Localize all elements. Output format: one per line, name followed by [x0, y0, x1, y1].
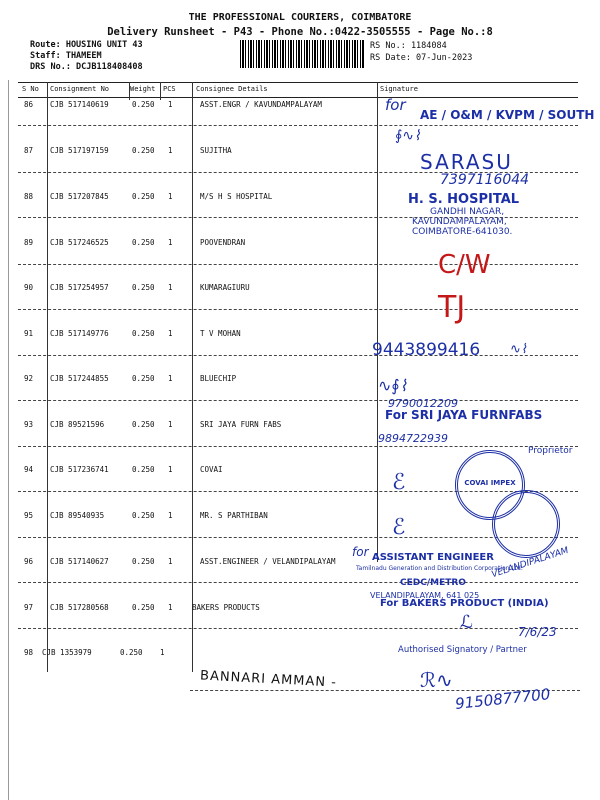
handwriting-tj: TJ [438, 290, 466, 325]
authorised-signatory: Authorised Signatory / Partner [398, 645, 527, 655]
staff-label: Staff: THAMEEM [30, 51, 102, 61]
rs-number: RS No.: 1184084 [370, 41, 447, 51]
proprietor-label: Proprietor [528, 446, 573, 456]
grid-line [47, 82, 48, 672]
grid-line [129, 82, 130, 100]
table-header [18, 82, 578, 98]
signature-1: ∮∿⌇ [395, 128, 421, 144]
col-weight: Weight [130, 85, 156, 93]
signature-3: ∿∮⌇ [378, 376, 408, 395]
runsheet-title: Delivery Runsheet - P43 - Phone No.:0422-3505555 - Page No.:8 [107, 26, 493, 38]
handwriting-phone: 9150877700 [454, 685, 552, 713]
jaya-stamp: For SRI JAYA FURNFABS [385, 408, 543, 422]
row-separator [18, 628, 578, 629]
signature-2: ∿⌇ [510, 342, 528, 357]
grid-line [192, 82, 193, 672]
company-title: THE PROFESSIONAL COURIERS, COIMBATORE [188, 12, 412, 23]
runsheet-page: THE PROFESSIONAL COURIERS, COIMBATORE Delivery Runsheet - P43 - Phone No.:0422-3505555 - Page No.:8 Route: HOUSING UNIT 43 Staff: THAMEEM DRS No.: DCJB118408408 RS No.: 1184084 RS Date: 07-Jun-2023 S No Consignment No Weight PCS Consignee Details Signature 86 CJB 517140619 0.250 1 ASST.ENGR / KAVUNDAMPALAYAM 87 CJB 517197159 0.250 1 SUJITHA 88 CJB 517207845 0.250 1 M/S H S HOSPITAL 89 CJB 517246525 0.250 1 POOVENDRAN 90 CJB 517254957 0.250 1 KUMARAGIURU 91 CJB 517149776 0.250 1 T V MOHAN 92 CJB 517244855 0.250 1 BLUECHIP 93 CJB 89521596 0.250 1 SRI JAYA FURN FABS 94 CJB 517236741 0.250 1 COVAI 95 CJB 89540935 0.250 1 MR. S PARTHIBAN 96 CJB 517140627 0.250 1 ASST.ENGINEER / VELANDIPALAYAM 97 CJB 517280568 0.250 1 BAKERS PRODUCTS 98 CJB 1353979 0.250 1 for AE / O&M / KVPM / SOUTH ∮∿⌇ SARASU 7397116044 H. S. HOSPITAL GANDHI NAGAR, KAVUNDAMPALAYAM, COIMBATORE-641030. C/W TJ 9443899416 ∿⌇ ∿∮⌇ 9790012209 For SRI JAYA FURNFABS 9894722939 Proprietor COVAI IMPEX ℰ ℰ for ASSISTANT ENGINEER Tamilnadu Generation and Distribution Corporation Ltd. CEDC/METRO VELANDIPALAYAM, 641 025 VELANDIPALAYAM For BAKERS PRODUCT (INDIA) ℒ 7/6/23 Authorised Signatory / Partner BANNARI AMMAN - ℛ∿ 9150877700 [0, 0, 600, 800]
bakers-stamp: For BAKERS PRODUCT (INDIA) [380, 598, 549, 609]
ae-stamp-cedc: CEDC/METRO [400, 578, 466, 588]
col-consignment: Consignment No [50, 85, 110, 93]
row-separator [18, 309, 578, 310]
rs-date: RS Date: 07-Jun-2023 [370, 53, 473, 63]
grid-line [160, 82, 161, 100]
handwriting-phone: 7397116044 [440, 172, 530, 188]
col-sno: S No [22, 85, 39, 93]
row-separator [18, 125, 578, 126]
ae-stamp-sub: Tamilnadu Generation and Distribution Corporation Ltd. [356, 565, 523, 572]
handwriting-date: 7/6/23 [518, 625, 557, 639]
barcode-image [240, 40, 364, 68]
col-signature: Signature [380, 85, 418, 93]
row-separator [18, 446, 578, 447]
hospital-address: GANDHI NAGAR, [430, 207, 505, 217]
ae-stamp-address: VELANDIPALAYAM, 641 025 [370, 591, 480, 600]
signature-4: ℰ [392, 470, 406, 495]
hospital-address: COIMBATORE-641030. [412, 227, 513, 237]
handwriting-cw: C/W [438, 250, 491, 280]
seal-text: COVAI IMPEX [464, 479, 516, 487]
handwriting-phone: 9894722939 [378, 432, 448, 445]
row-separator [18, 582, 578, 583]
handwriting-name: SARASU [420, 150, 513, 174]
row-separator [18, 264, 578, 265]
col-pcs: PCS [163, 85, 176, 93]
handwriting-for: for [352, 545, 369, 559]
signature-7: ℛ∿ [420, 668, 453, 692]
page-edge [0, 80, 9, 800]
handwriting-bannari: BANNARI AMMAN - [199, 668, 338, 691]
grid-line [377, 82, 378, 562]
handwriting-phone: 9790012209 [388, 397, 458, 410]
route-label: Route: HOUSING UNIT 43 [30, 40, 143, 50]
covai-seal [492, 490, 560, 558]
ae-stamp: AE / O&M / KVPM / SOUTH [420, 108, 595, 122]
handwriting-place: VELANDIPALAYAM [490, 545, 570, 581]
hospital-address: KAVUNDAMPALAYAM, [412, 217, 507, 227]
hospital-stamp: H. S. HOSPITAL [408, 192, 520, 207]
ae-stamp: ASSISTANT ENGINEER [372, 552, 494, 563]
row-separator [18, 400, 578, 401]
handwriting-for: for [385, 96, 406, 114]
signature-6: ℒ [460, 612, 473, 633]
signature-5: ℰ [392, 515, 406, 540]
row-separator [18, 355, 578, 356]
col-consignee: Consignee Details [196, 85, 268, 93]
drs-number: DRS No.: DCJB118408408 [30, 62, 143, 72]
handwriting-phone: 9443899416 [372, 340, 481, 360]
